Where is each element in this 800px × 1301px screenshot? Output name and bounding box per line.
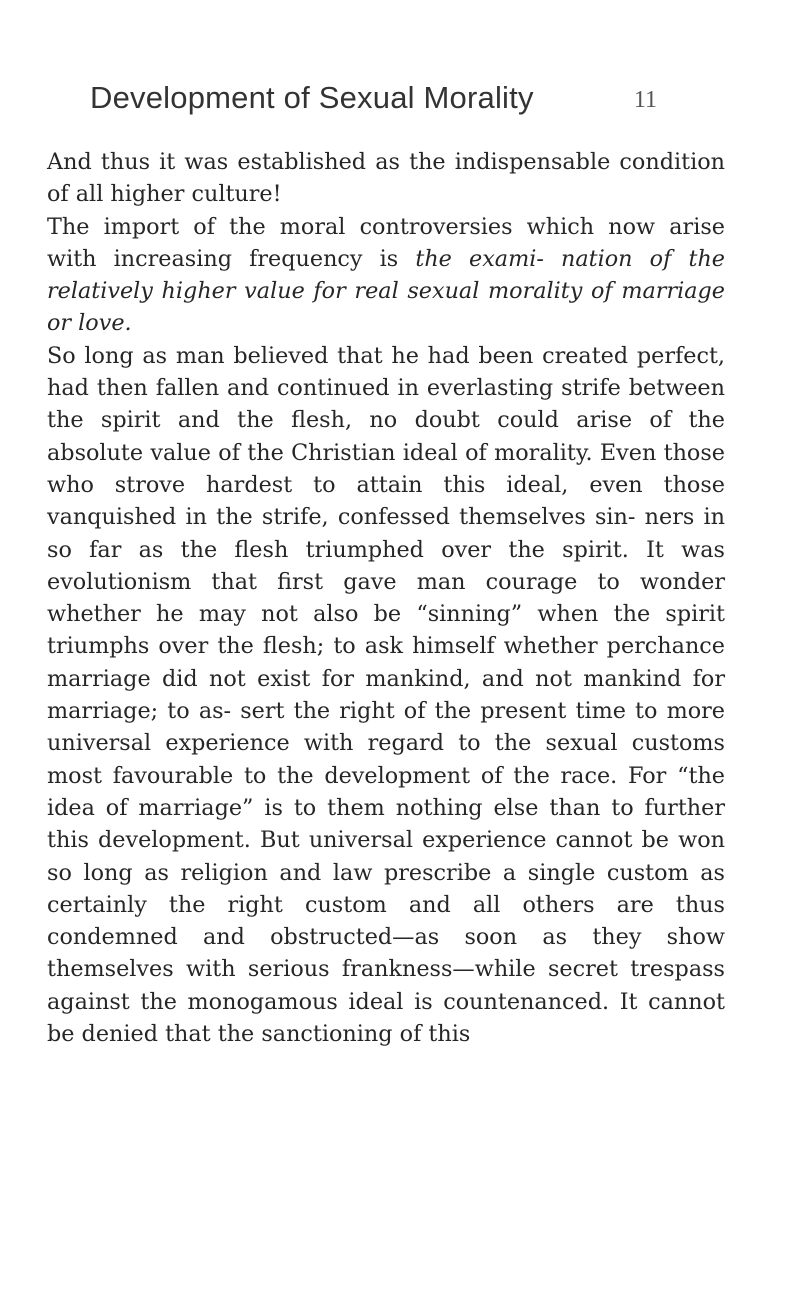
paragraph-2-emphasis: the exami- nation of the relatively higher value for real sexual morality of marriage or love. xyxy=(47,245,725,337)
paragraph-2 xyxy=(47,211,725,340)
body-text xyxy=(47,146,725,1050)
paragraph-1: And thus it was established as the indispensable condition of all higher culture! xyxy=(47,149,725,208)
chapter-title: Development of Sexual Morality xyxy=(90,80,534,115)
paragraph-3: So long as man believed that he had been created perfect, had then fallen and continued in everlasting strife between the spirit and the flesh, no doubt could arise of the absolute value of the Christian ideal of morality. Even those who strove hardest to attain this ideal, even those vanquished in the strife, confessed themselves sin- ners in so far as the flesh triumphed over the spirit. It was evolutionism that first gave man courage to wonder whether he may not also be “sinning” when the spirit triumphs over the flesh; to ask himself whether perchance marriage did not exist for mankind, and not mankind for marriage; to as- sert the right of the present time to more universal experience with regard to the sexual customs most favourable to the development of the race. For “the idea of marriage” is to them nothing else than to further this development. But universal experience cannot be won so long as religion and law prescribe a single custom as certainly the right custom and all others are thus condemned and obstructed—as soon as they show themselves with serious frankness—while secret trespass against the monogamous ideal is countenanced. It cannot be denied that the sanctioning of this xyxy=(47,342,725,1048)
page-number: 11 xyxy=(633,87,657,113)
running-head xyxy=(90,80,657,120)
paragraph-2-text: The import of the moral controversies which now arise with increasing frequency is xyxy=(47,213,725,272)
